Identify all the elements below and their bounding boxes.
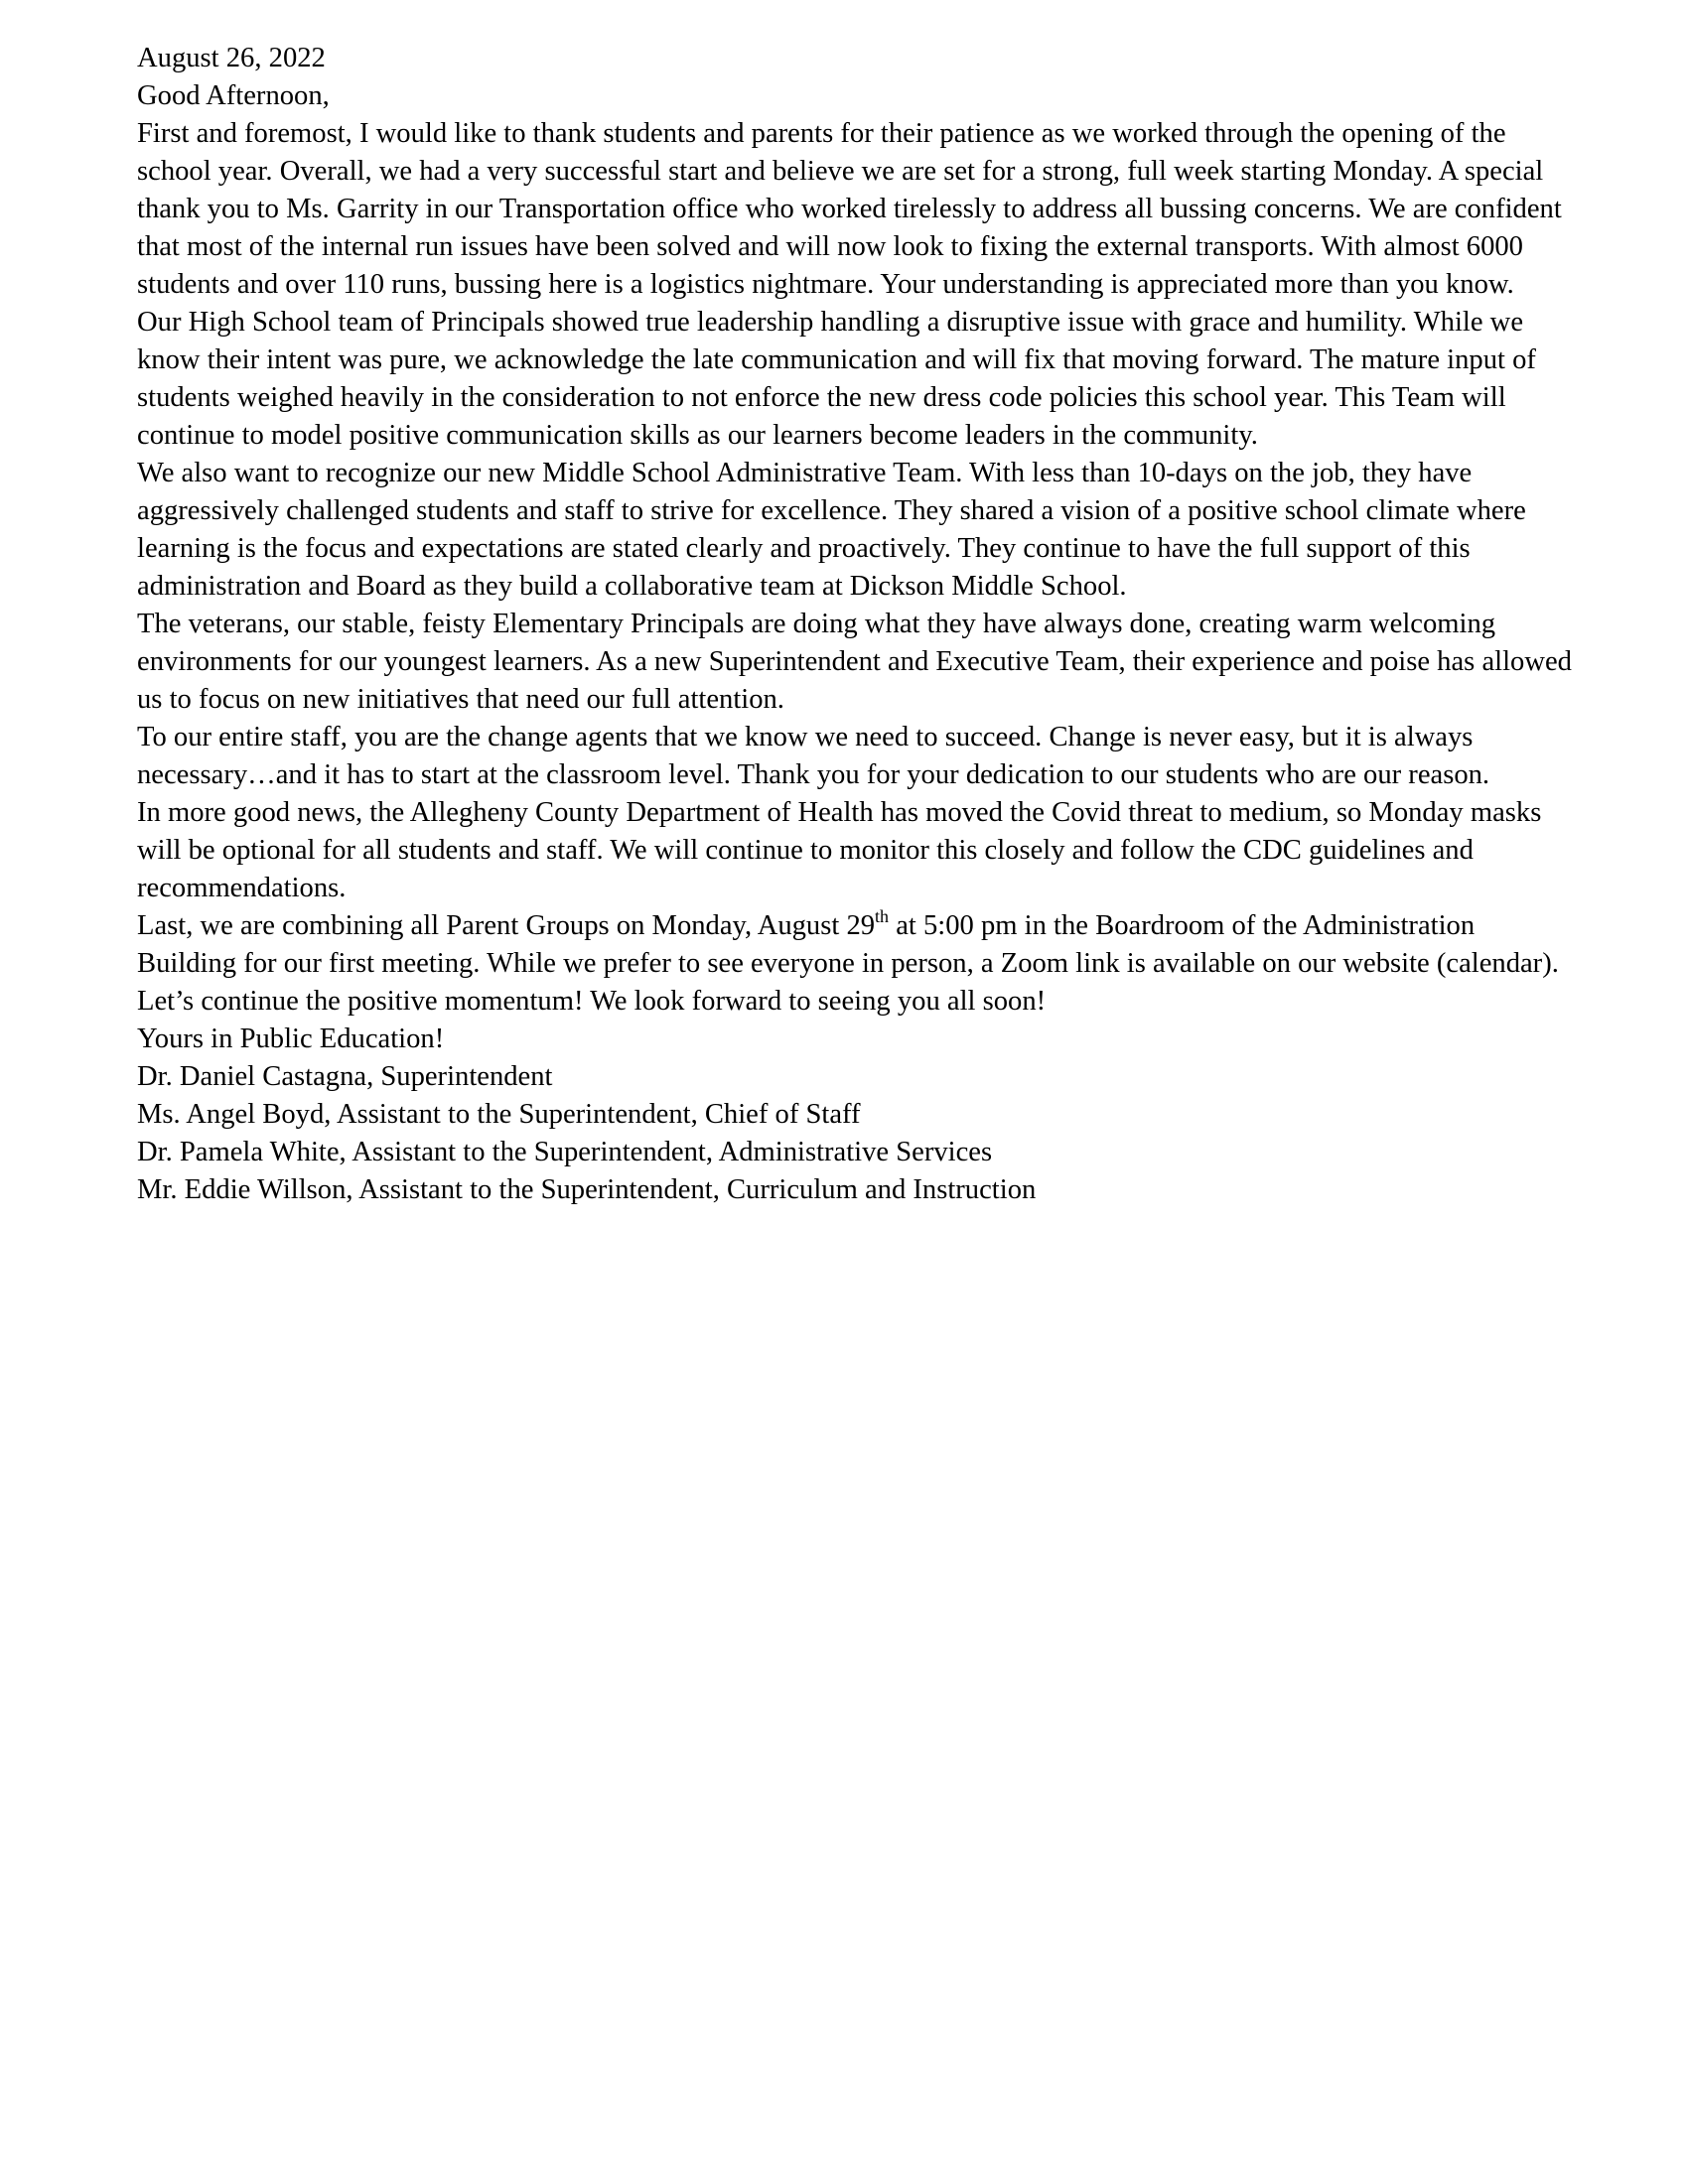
closing-salutation: Yours in Public Education! — [137, 1024, 445, 1054]
paragraph-transportation: First and foremost, I would like to thank students and parents for their patience as we worked through the opening of the school year. Overall, we had a very successful start and believe we are set for a strong, full week starting Monday. A special thank you to Ms. Garrity in our Transportation office who worked tirelessly to address all bussing concerns. We are confident that most of the internal run issues have been solved and will now look to fixing the external transports. With almost 6000 students and over 110 runs, bussing here is a logistics nightmare. Your understanding is appreciated more than you know. — [137, 118, 1562, 300]
closing-line: Let’s continue the positive momentum! We look forward to seeing you all soon! — [137, 986, 1047, 1017]
letter-date: August 26, 2022 — [137, 43, 326, 73]
paragraph-high-school: Our High School team of Principals showed true leadership handling a disruptive issue with grace and humility. While we know their intent was pure, we acknowledge the late communication and will fix that moving forward. The mature input of students weighed heavily in the consideration to not enforce the new dress code policies this school year. This Team will continue to model positive communication skills as our learners become leaders in the community. — [137, 307, 1536, 451]
meeting-text-after: at 5:00 pm in the Boardroom of the Administration Building for our first meeting. While we prefer to see everyone in person, a Zoom link is available on our website (calendar). — [137, 910, 1559, 979]
paragraph-parent-meeting — [137, 907, 1577, 983]
signatory-chief-of-staff: Ms. Angel Boyd, Assistant to the Superintendent, Chief of Staff — [137, 1099, 861, 1130]
letter-greeting: Good Afternoon, — [137, 80, 330, 111]
paragraph-elementary: The veterans, our stable, feisty Elementary Principals are doing what they have always done, creating warm welcoming environments for our youngest learners. As a new Superintendent and Executive Team, their experience and poise has allowed us to focus on new initiatives that need our full attention. — [137, 609, 1572, 715]
meeting-date-ordinal: th — [875, 906, 890, 926]
paragraph-middle-school: We also want to recognize our new Middle School Administrative Team. With less than 10-days on the job, they have aggressively challenged students and staff to strive for excellence. They shared a vision of a positive school climate where learning is the focus and expectations are stated clearly and proactively. They continue to have the full support of this administration and Board as they build a collaborative team at Dickson Middle School. — [137, 458, 1526, 602]
signatory-curriculum-instruction: Mr. Eddie Willson, Assistant to the Superintendent, Curriculum and Instruction — [137, 1174, 1037, 1205]
signatory-administrative-services: Dr. Pamela White, Assistant to the Superintendent, Administrative Services — [137, 1137, 993, 1167]
signatory-superintendent: Dr. Daniel Castagna, Superintendent — [137, 1061, 553, 1092]
letter-page — [137, 40, 1577, 1209]
meeting-text-before: Last, we are combining all Parent Groups on Monday, August 29 — [137, 910, 876, 941]
paragraph-covid-update: In more good news, the Allegheny County Department of Health has moved the Covid threat to medium, so Monday masks will be optional for all students and staff. We will continue to monitor this closely and follow the CDC guidelines and recommendations. — [137, 797, 1542, 903]
paragraph-staff: To our entire staff, you are the change agents that we know we need to succeed. Change is never easy, but it is always necessary…and it has to start at the classroom level. Thank you for your dedication to our students who are our reason. — [137, 722, 1490, 790]
